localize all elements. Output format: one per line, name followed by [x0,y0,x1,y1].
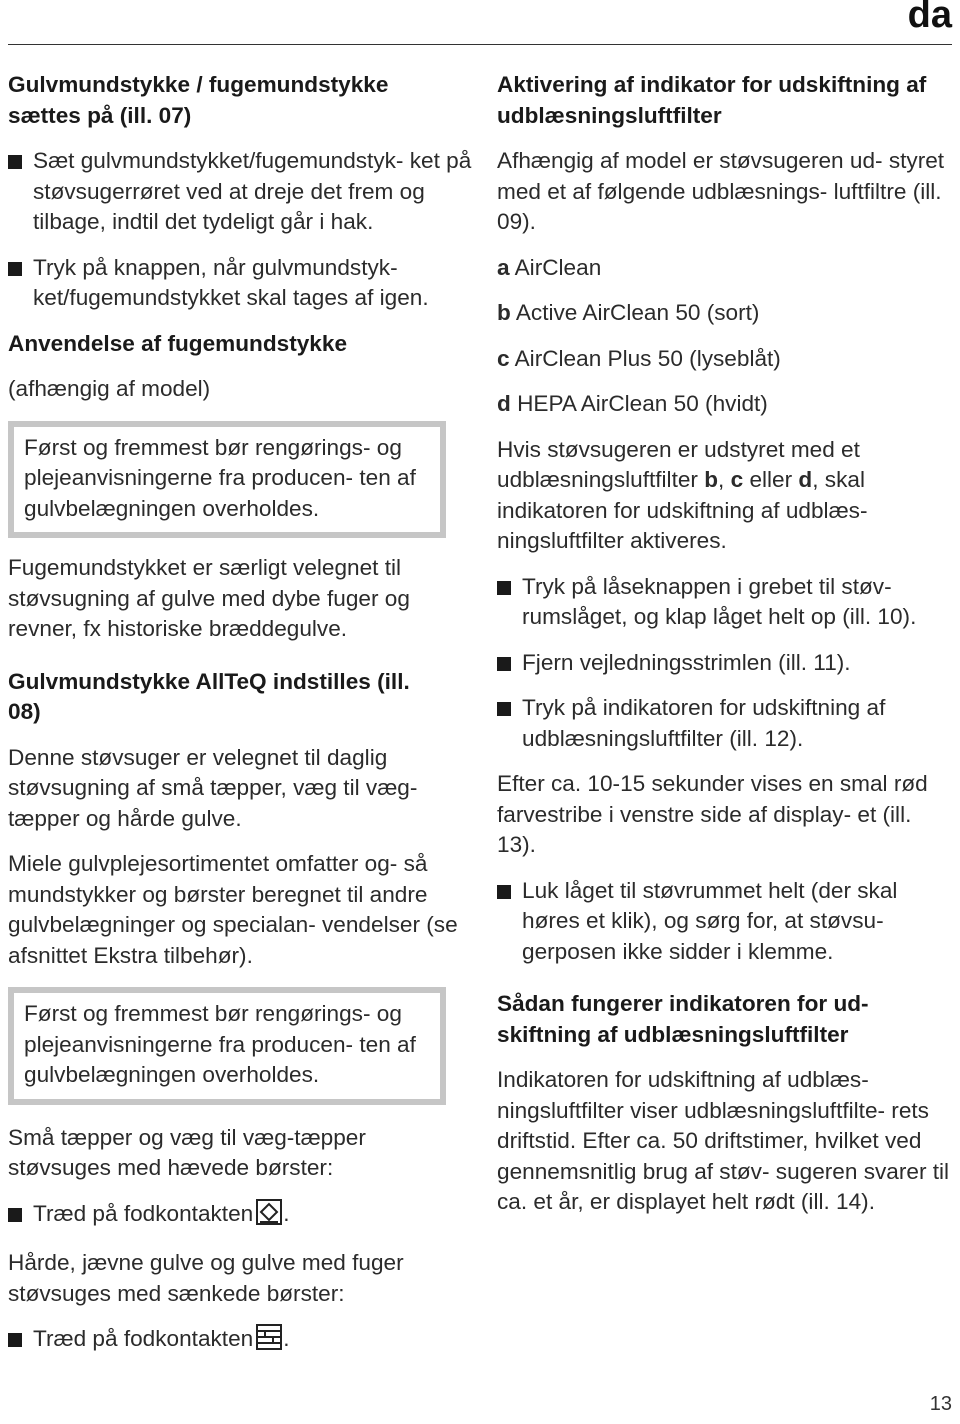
option-text: AirClean [509,254,602,280]
period: . [283,1326,290,1351]
red-stripe-description: Efter ca. 10-15 sekunder vises en smal rød farvestribe i venstre side af display- et (ill. 13). [497,771,928,857]
bullet-text: Tryk på indikatoren for udskiftning af udblæsningsluftfilter (ill. 12). [522,695,886,751]
activation-condition [497,435,952,557]
bullet-press-indicator [497,693,952,754]
bullet-text: Tryk på låseknappen i grebet til støv- rumslåget, og klap låget helt op (ill. 10). [522,573,917,629]
filter-option-d [497,389,952,420]
bullet-attach-nozzle [8,146,473,238]
option-letter: c [730,467,744,492]
heading-how-indicator-works: Sådan fungerer indikatoren for ud- skiftning af udblæsningsluftfilter [497,991,869,1047]
bullet-text: Sæt gulvmundstykket/fugemundstyk- ket på støvsugerrøret ved at dreje det frem og tilbage, indtil det tydeligt går i hak. [33,148,472,234]
option-text: Active AirClean 50 (sort) [510,300,760,325]
filter-intro: Afhængig af model er støvsugeren ud- styret med et af følgende udblæsnings- luftfiltre (ill. 09). [497,148,945,234]
heading-crevice-use: Anvendelse af fugemundstykke [8,330,348,356]
bullet-square-icon [8,1333,22,1347]
bullet-text: Tryk på knappen, når gulvmundstyk- ket/fugemundstykket skal tages af igen. [33,254,429,310]
bullet-square-icon [8,1208,22,1222]
heading-filter-indicator: Aktivering af indikator for udskiftning af udblæsningsluftfilter [497,72,927,128]
caution-box-2 [8,987,446,1105]
bullet-remove-strip [497,648,952,679]
option-letter: c [497,345,510,371]
bullet-square-icon [8,262,22,276]
option-letter: d [798,467,813,492]
bullet-text: Træd på fodkontakten [33,1200,254,1226]
bullet-close-lid [497,876,952,968]
bullet-release-nozzle [8,253,473,314]
bullet-square-icon [497,702,511,716]
bullet-text: Fjern vejledningsstrimlen (ill. 11). [522,649,851,675]
header-rule [8,44,952,45]
caution-text: Først og fremmest bør rengørings- og plejeanvisningerne fra producen- ten af gulvbelægningen overholdes. [24,434,416,521]
left-column [8,70,472,1359]
heading-allteq: Gulvmundstykke AllTeQ indstilles (ill. 08) [8,668,410,724]
filter-option-b [497,298,952,329]
option-letter: b [497,300,511,325]
bullet-lowered-brush [8,1324,468,1359]
period: . [283,1200,290,1226]
bullet-text: Træd på fodkontakten [33,1326,254,1351]
heading-nozzle-attach: Gulvmundstykke / fugemundstykke sættes på (ill. 07) [8,72,389,128]
allteq-description: Denne støvsuger er velegnet til daglig støvsugning af små tæpper, væg til væg-tæpper og hårde gulve. [8,744,418,831]
carpet-instruction: Små tæpper og væg til væg-tæpper støvsuges med hævede børster: [8,1124,366,1180]
bullet-square-icon [497,581,511,595]
option-text: HEPA AirClean 50 (hvidt) [510,391,768,416]
hardfloor-instruction: Hårde, jævne gulve og gulve med fuger støvsuges med sænkede børster: [8,1250,404,1306]
filter-option-c [497,344,952,375]
option-letter: d [497,391,511,416]
option-letter: a [497,254,510,280]
language-code: da [907,0,952,36]
bullet-square-icon [497,885,511,899]
text-run: Hvis støvsugeren er udstyret med et udblæsningsluftfilter [497,436,860,492]
filter-option-a [497,253,952,284]
miele-range-description: Miele gulvplejesortimentet omfatter og- så mundstykker og børster beregnet til andre gulvbelægninger og specialan- vendelser (se afsnittet Ekstra tilbehør). [8,851,458,968]
text-run: , skal indikatoren for udskiftning af udblæs- ningsluftfilter aktiveres. [497,467,868,553]
carpet-symbol-icon [256,1199,282,1234]
page-number: 13 [929,1393,952,1415]
indicator-description: Indikatoren for udskiftning af udblæs- ningsluftfilter viser udblæsningsluftfilte- rets driftstid. Efter ca. 50 driftstimer, hvilket ved gennemsnitlig brug af støv- sugeren svarer til ca. et år, er displayet helt rødt (ill. 14). [497,1067,950,1214]
caution-box-1 [8,421,446,539]
option-letter: b [704,467,719,492]
bullet-square-icon [497,657,511,671]
right-column [497,70,952,1218]
bullet-open-lid [497,572,952,633]
option-text: AirClean Plus 50 (lyseblåt) [509,345,781,371]
crevice-description: Fugemundstykket er særligt velegnet til støvsugning af gulve med dybe fuger og revner, fx historiske bræddegulve. [8,555,410,641]
text-run: eller [743,467,799,492]
text-run: , [718,467,731,492]
bullet-square-icon [8,155,22,169]
hardfloor-symbol-icon [256,1324,282,1359]
bullet-raised-brush [8,1199,468,1234]
model-dependency-note: (afhængig af model) [8,376,211,401]
caution-text: Først og fremmest bør rengørings- og plejeanvisningerne fra producen- ten af gulvbelægningen overholdes. [24,1001,416,1087]
bullet-text: Luk låget til støvrummet helt (der skal høres et klik), og sørg for, at støvsu- gerposen ikke sidder i klemme. [522,877,898,964]
